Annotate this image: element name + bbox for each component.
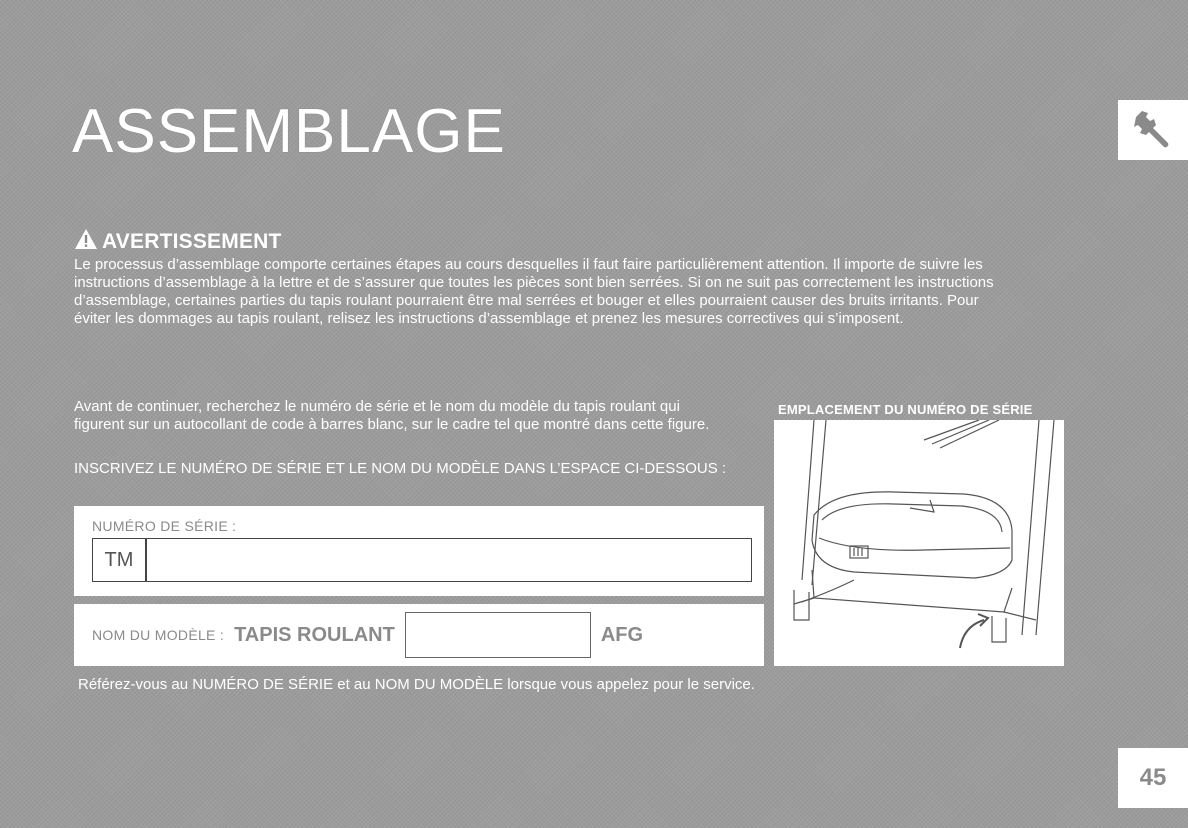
warning-line: d’assemblage, certaines parties du tapis roulant pourraient être mal serrées et bouger et elles pourraient causer des bruits irritants. Pour <box>74 292 979 309</box>
model-suffix: AFG <box>600 623 644 646</box>
model-name-box <box>74 604 764 666</box>
page-number: 45 <box>1118 748 1188 808</box>
intro-line: figurent sur un autocollant de code à barres blanc, sur le cadre tel que montré dans cette figure. <box>74 416 710 433</box>
warning-text <box>74 256 1074 328</box>
serial-number-input[interactable] <box>147 539 751 581</box>
warning-triangle-icon <box>74 228 98 255</box>
serial-prefix: TM <box>93 539 147 581</box>
warning-title: AVERTISSEMENT <box>102 229 282 253</box>
warning-heading <box>74 228 282 255</box>
warning-line: Le processus d’assemblage comporte certaines étapes au cours desquelles il faut faire particulièrement attention. Il importe de suivre les <box>74 256 983 273</box>
intro-line: Avant de continuer, recherchez le numéro de série et le nom du modèle du tapis roulant qui <box>74 398 680 415</box>
serial-number-label: NUMÉRO DE SÉRIE : <box>92 518 237 534</box>
service-note: Référez-vous au NUMÉRO DE SÉRIE et au NOM DU MODÈLE lorsque vous appelez pour le service. <box>78 676 755 693</box>
model-name-label: NOM DU MODÈLE : <box>92 627 225 643</box>
section-tab <box>1118 100 1188 160</box>
instruction-text: INSCRIVEZ LE NUMÉRO DE SÉRIE ET LE NOM DU MODÈLE DANS L’ESPACE CI-DESSOUS : <box>74 460 727 477</box>
figure-title: EMPLACEMENT DU NUMÉRO DE SÉRIE <box>778 402 1033 417</box>
warning-line: instructions d’assemblage à la lettre et de s’assurer que toutes les pièces sont bien serrées. Si on ne suit pas correctement les instructions <box>74 274 994 291</box>
serial-number-field[interactable] <box>92 538 752 582</box>
serial-number-box <box>74 506 764 596</box>
wrench-icon <box>1128 103 1178 158</box>
model-name-text: TAPIS ROULANT <box>234 623 395 646</box>
treadmill-figure <box>774 420 1064 666</box>
model-number-input[interactable] <box>405 612 591 658</box>
warning-line: éviter les dommages au tapis roulant, relisez les instructions d’assemblage et prenez les mesures correctives qui s’imposent. <box>74 310 904 327</box>
page-title: ASSEMBLAGE <box>72 97 506 166</box>
intro-text <box>74 398 764 434</box>
